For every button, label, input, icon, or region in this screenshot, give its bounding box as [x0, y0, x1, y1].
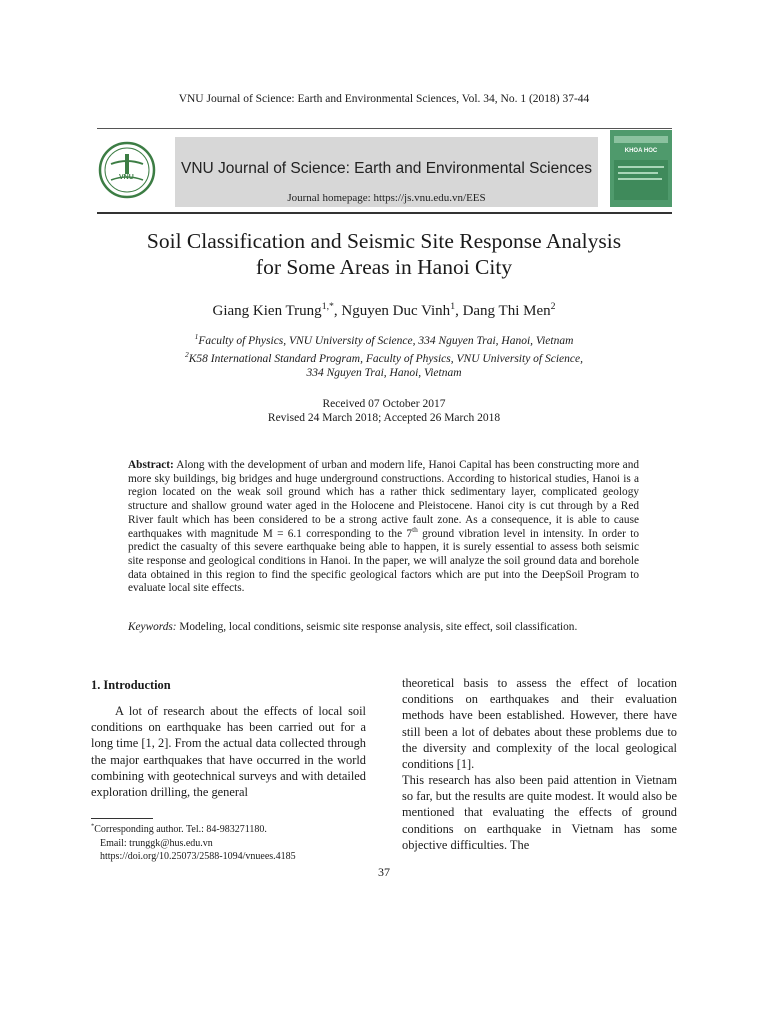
author-name: Nguyen Duc Vinh [341, 303, 451, 319]
keywords-label: Keywords: [128, 621, 177, 633]
footnote-email: Email: trunggk@hus.edu.vn [100, 837, 213, 849]
section-heading: 1. Introduction [91, 678, 171, 692]
paper-title [0, 228, 768, 280]
author-sup: 1 [450, 301, 456, 312]
title-line-1: Soil Classification and Seismic Site Response Analysis [146, 229, 622, 253]
banner-bottom-rule [97, 212, 672, 214]
author-name: Dang Thi Men [462, 303, 551, 319]
journal-homepage: Journal homepage: https://js.vnu.edu.vn/EES [287, 192, 486, 204]
received-date: Received 07 October 2017 [322, 398, 446, 410]
intro-paragraph-right-1: theoretical basis to assess the effect of location conditions on earthquakes and their evaluation methods have been established. However, there have still been a lot of debates about these problems due to the diversity and complexity of the local geological conditions [1]. [402, 676, 677, 772]
author-name: Giang Kien Trung [212, 303, 322, 319]
abstract-text: Along with the development of urban and modern life, Hanoi Capital has been constructing more and more sky buildings, big bridges and huge underground constructions. According to historical studies, Hanoi is a region located on the weak soil ground which has a rather thick sedimentary layer, complicated geology structure and shallow ground water aged in the Holocene and Pleistocene. Hanoi city is cut through by a Red River fault which has been considered to be a strong active fault zone. As a consequence, it is able to cause earthquakes with magnitude M = 6.1 corresponding to the 7 [128, 459, 639, 540]
logo-text: VNU [119, 174, 134, 181]
keywords [128, 621, 639, 635]
cover-title: KHOA HOC [624, 148, 658, 154]
abstract-sup: th [412, 524, 418, 534]
revised-accepted-date: Revised 24 March 2018; Accepted 26 March 2018 [267, 412, 501, 424]
affiliation-2 [0, 352, 768, 380]
affiliation-text: Faculty of Physics, VNU University of Science, 334 Nguyen Trai, Hanoi, Vietnam [198, 335, 574, 347]
affiliation-1 [0, 334, 768, 348]
author-list: Giang Kien Trung$^{1,*}$, Nguyen Duc Vinh$^1$, Dang Thi Men$^2$ [212, 301, 556, 319]
title-line-2: for Some Areas in Hanoi City [255, 255, 513, 279]
intro-paragraph-left: A lot of research about the effects of local soil conditions on earthquake has been carried out for a long time [1, 2]. From the actual data collected through the major earthquakes that have occurred in the world combining with geotechnical surveys and with detailed exploration drilling, the general [91, 704, 366, 800]
footnote [91, 823, 381, 864]
affiliation-sup: 2 [185, 350, 189, 360]
footnote-rule [91, 818, 153, 819]
article-dates [0, 397, 768, 425]
journal-name: VNU Journal of Science: Earth and Environmental Sciences [181, 160, 592, 177]
affiliation-sup: 1 [194, 332, 199, 342]
footnote-doi: https://doi.org/10.25073/2588-1094/vnuees.4185 [100, 851, 296, 862]
footnote-mark: * [91, 822, 95, 830]
abstract [128, 459, 639, 596]
running-head: VNU Journal of Science: Earth and Environmental Sciences, Vol. 34, No. 1 (2018) 37-44 [178, 93, 590, 105]
journal-cover-image [610, 130, 672, 207]
affiliation-text: 334 Nguyen Trai, Hanoi, Vietnam [306, 367, 462, 379]
footnote-line: Corresponding author. Tel.: 84-983271180. [94, 824, 267, 835]
keywords-text: Modeling, local conditions, seismic site response analysis, site effect, soil classification. [176, 621, 578, 633]
abstract-label: Abstract: [128, 459, 174, 471]
vnu-logo-icon [97, 140, 157, 200]
author-sup: 1,* [321, 301, 334, 312]
affiliation-text: K58 International Standard Program, Faculty of Physics, VNU University of Science, [188, 353, 583, 365]
abstract-text-continued: ground vibration level in intensity. In order to predict the casualty of this severe earthquake being able to happen, it is surely essential to assess both seismic site response and geological conditions in Hanoi. In the paper, we will analyze the soil ground data and borehole data obtained in this region to find the specific geological factors which are put into the DeepSoil Program to evaluate local site effects. [128, 527, 639, 595]
author-sup: 2 [550, 301, 556, 312]
banner-top-rule [97, 128, 672, 129]
page-number: 37 [378, 865, 390, 879]
intro-paragraph-right-2: This research has also been paid attention in Vietnam so far, but the results are quite modest. It would also be mentioned that evaluating the effects of ground conditions on earthquake in Vietnam has some objective difficulties. The [402, 773, 677, 852]
